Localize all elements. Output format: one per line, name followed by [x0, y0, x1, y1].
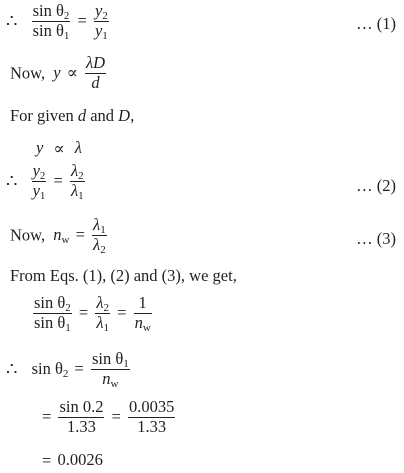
- equation-numeric: = $\frac{\sin 0.2}{1.33}$ = $\frac{0.0035}{1.33}$: [42, 397, 175, 436]
- denominator: sin θ: [32, 20, 64, 40]
- fraction-y-ratio: $\frac{y_2}{y_1}$: [94, 1, 108, 42]
- fraction-lambda-ratio: $\frac{\lambda_2}{\lambda_1}$: [70, 161, 84, 202]
- equation-result: = 0.0026: [42, 450, 103, 471]
- equation-y-prop-lambda: y ∝ λ: [36, 138, 82, 159]
- equation-1: [4, 2, 110, 41]
- fraction-sin-ratio: $\frac{\sin \theta_2}{\sin \theta_1}$: [32, 1, 70, 42]
- fraction-lambda-ratio: $\frac{\lambda_1}{\lambda_2}$: [93, 215, 106, 256]
- text-given-d-D: For given d and D,: [10, 106, 135, 125]
- equation-combined: $\frac{\sin \theta_2}{\sin \theta_1}$ = $\frac{\lambda_2}{\lambda_1}$ = $\frac{1}{n_w}$: [34, 293, 151, 334]
- result-value: 0.0026: [57, 450, 103, 469]
- variable-y: y: [53, 63, 61, 83]
- equation-3: Now, $n_w$ = $\frac{\lambda_1}{\lambda_2}$: [10, 215, 106, 256]
- equation-sin-theta2: ∴ $\sin \theta_2$ = $\frac{\sin \theta_1}{n_w}$: [6, 349, 129, 390]
- equation-proportional: Now, y ∝ $\frac{\lambda D}{d}$: [10, 53, 106, 92]
- proportional-symbol: ∝: [66, 63, 78, 83]
- equation-number-2: … (2): [356, 176, 396, 195]
- equation-number-3: … (3): [356, 229, 396, 248]
- equals-sign: =: [77, 11, 87, 31]
- text-from-eqs: From Eqs. (1), (2) and (3), we get,: [10, 266, 237, 285]
- equation-number-1: … (1): [356, 14, 396, 33]
- fraction-y-ratio: $\frac{y_2}{y_1}$: [32, 161, 46, 202]
- equation-2: ∴ $\frac{y_2}{y_1}$ = $\frac{\lambda_2}{\lambda_1}$: [6, 161, 84, 202]
- fraction-lambda-d: $\frac{\lambda D}{d}$: [86, 53, 106, 92]
- numerator: sin θ: [32, 1, 64, 20]
- therefore-symbol: ∴: [6, 10, 18, 31]
